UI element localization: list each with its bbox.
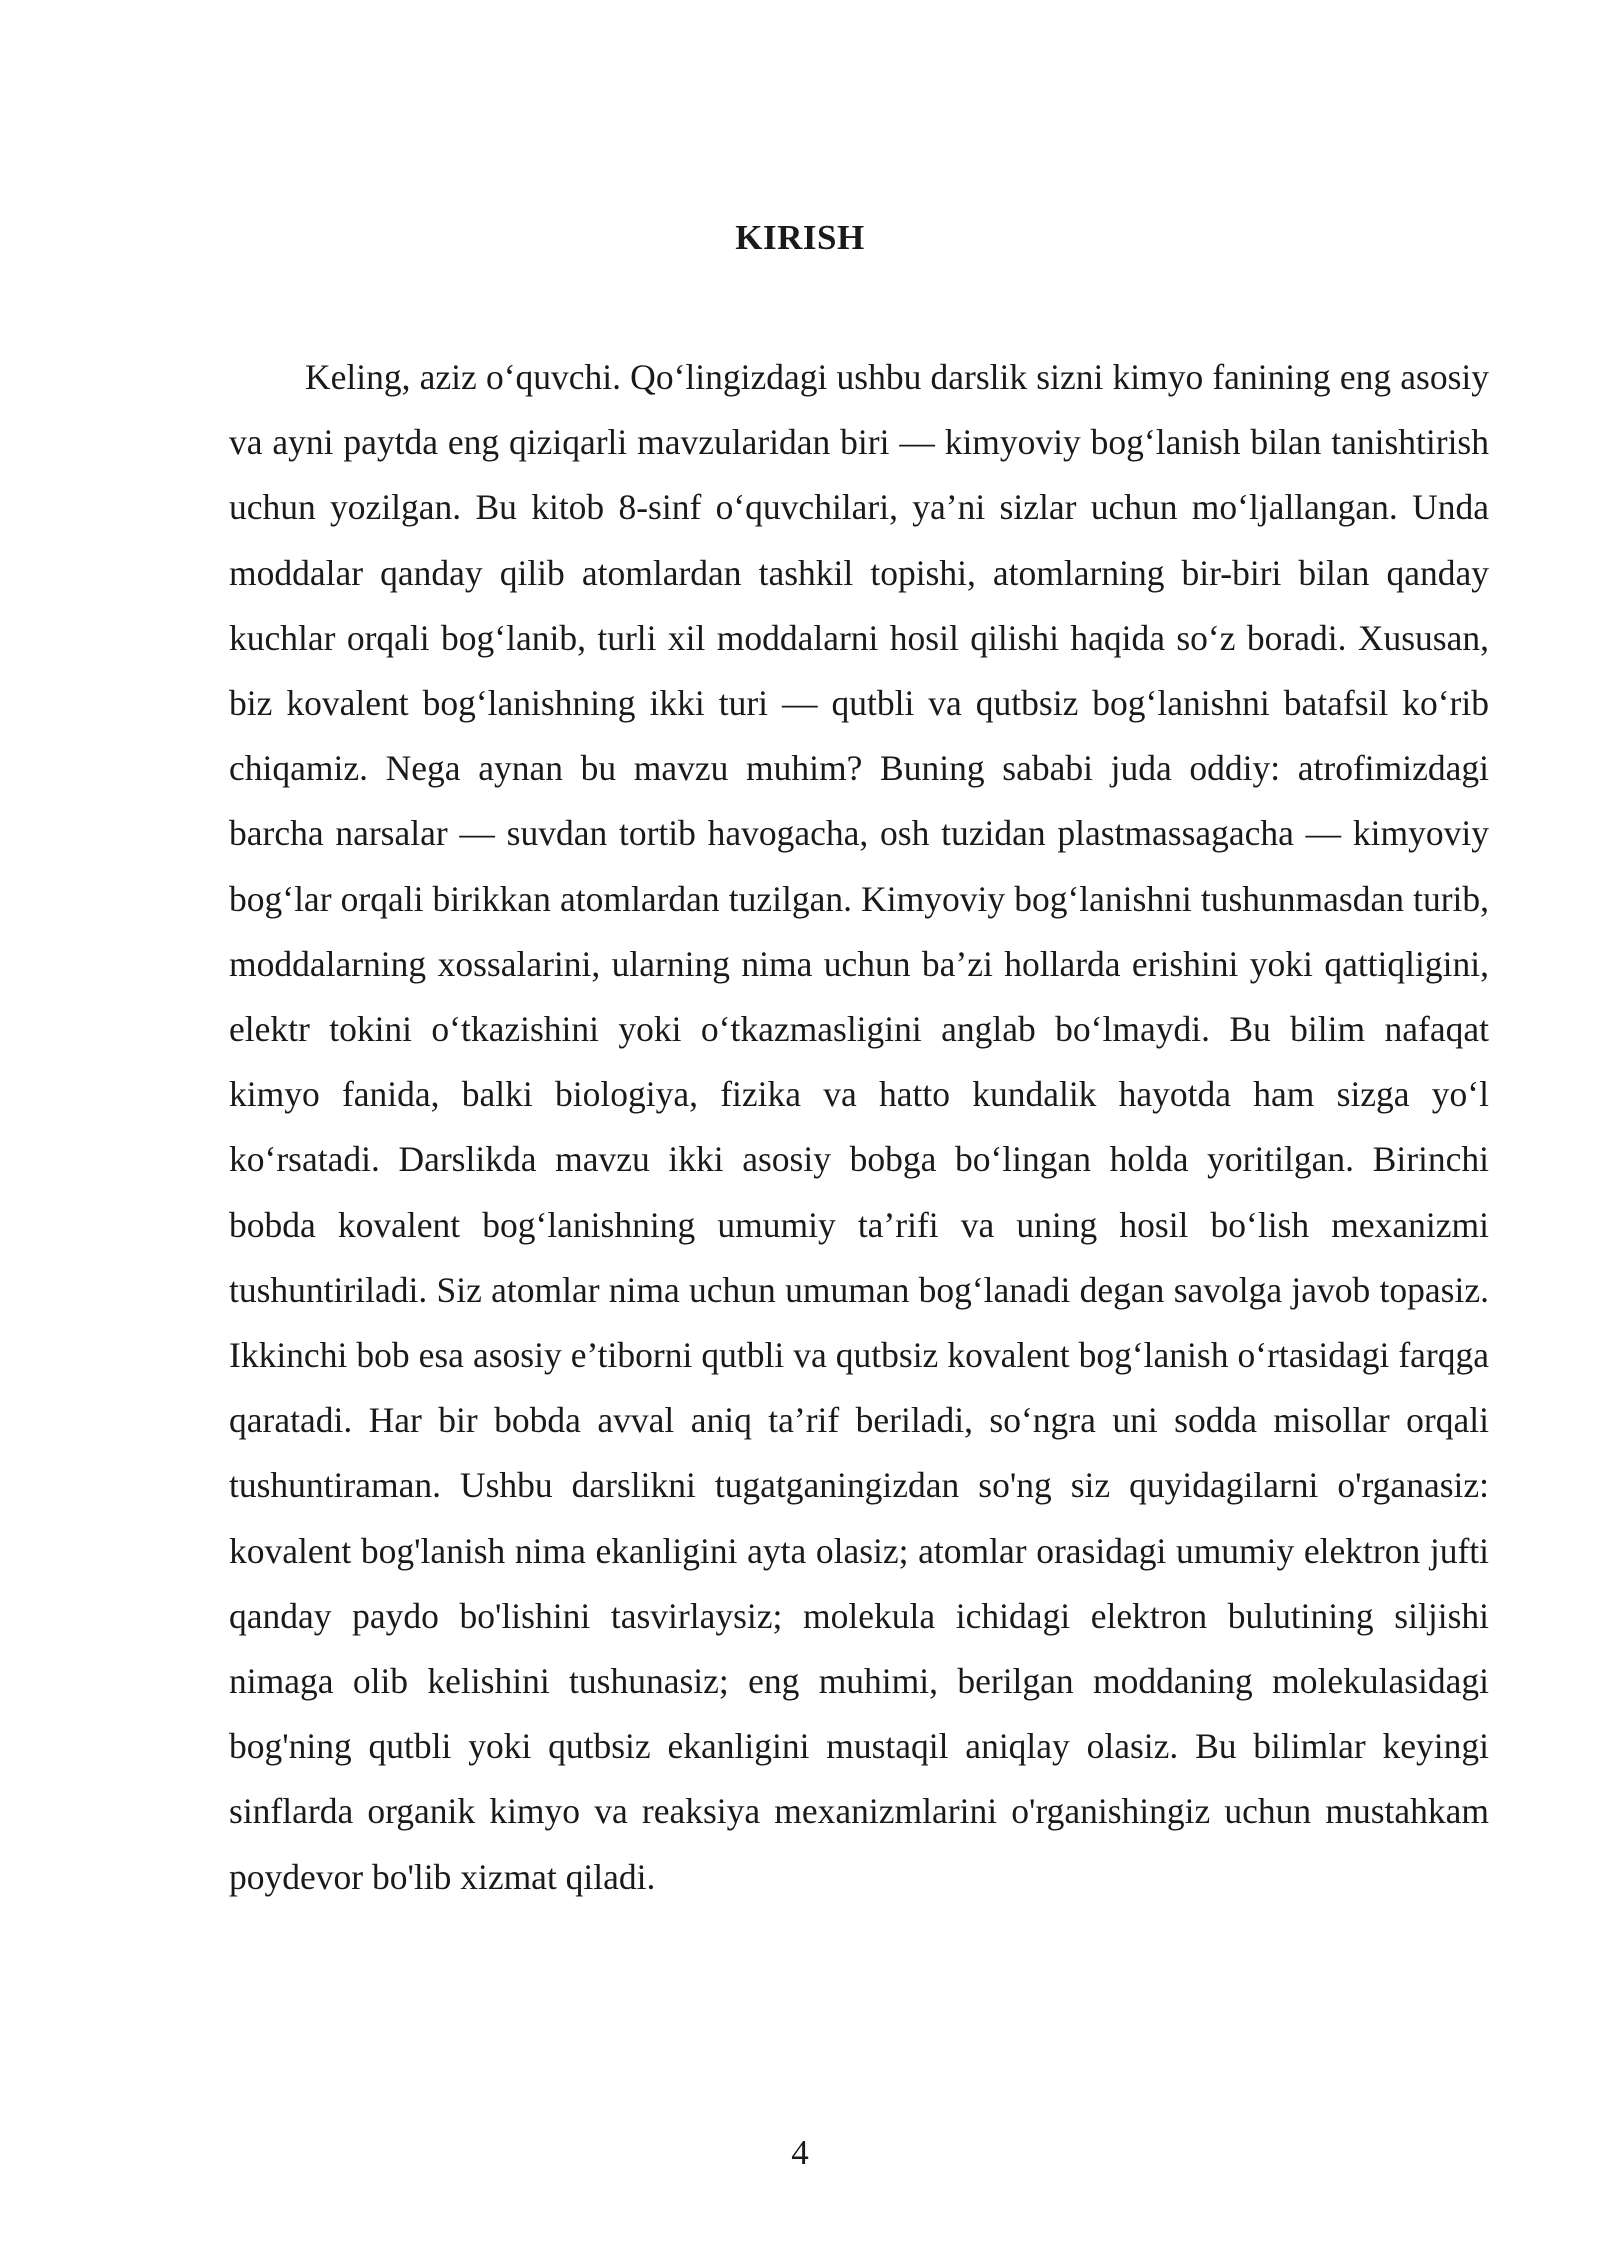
body-paragraph: Keling, aziz o‘quvchi. Qo‘lingizdagi ushbu darslik sizni kimyo fanining eng asosiy va ayni paytda eng qiziqarli mavzularidan biri — kimyoviy bog‘lanish bilan tanishtirish uchun yozilgan. Bu kitob 8-sinf o‘quvchilari, ya’ni sizlar uchun mo‘ljallangan. Unda moddalar qanday qilib atomlardan tashkil topishi, atomlarning bir-biri bilan qanday kuchlar orqali bog‘lanib, turli xil moddalarni hosil qilishi haqida so‘z boradi. Xususan, biz kovalent bog‘lanishning ikki turi — qutbli va qutbsiz bog‘lanishni batafsil ko‘rib chiqamiz. Nega aynan bu mavzu muhim? Buning sababi juda oddiy: atrofimizdagi barcha narsalar — suvdan tortib havogacha, osh tuzidan plastmassagacha — kimyoviy bog‘lar orqali birikkan atomlardan tuzilgan. Kimyoviy bog‘lanishni tushunmasdan turib, moddalarning xossalarini, ularning nima uchun ba’zi hollarda erishini yoki qattiqligini, elektr tokini o‘tkazishini yoki o‘tkazmasligini anglab bo‘lmaydi. Bu bilim nafaqat kimyo fanida, balki biologiya, fizika va hatto kundalik hayotda ham sizga yo‘l ko‘rsatadi. Darslikda mavzu ikki asosiy bobga bo‘lingan holda yoritilgan. Birinchi bobda kovalent bog‘lanishning umumiy ta’rifi va uning hosil bo‘lish mexanizmi tushuntiriladi. Siz atomlar nima uchun umuman bog‘lanadi degan savolga javob topasiz. Ikkinchi bob esa asosiy e’tiborni qutbli va qutbsiz kovalent bog‘lanish o‘rtasidagi farqga qaratadi. Har bir bobda avval aniq ta’rif beriladi, so‘ngra uni sodda misollar orqali tushuntiraman. Ushbu darslikni tugatganingizdan so'ng siz quyidagilarni o'rganasiz: kovalent bog'lanish nima ekanligini ayta olasiz; atomlar orasidagi umumiy elektron jufti qanday paydo bo'lishini tasvirlaysiz; molekula ichidagi elektron bulutining siljishi nimaga olib kelishini tushunasiz; eng muhimi, berilgan moddaning molekulasidagi bog'ning qutbli yoki qutbsiz ekanligini mustaqil aniqlay olasiz. Bu bilimlar keyingi sinflarda organik kimyo va reaksiya mexanizmlarini o'rganishingiz uchun mustahkam poydevor bo'lib xizmat qiladi. xyxy=(229,357,1489,1897)
page-number: 4 xyxy=(791,2133,809,2172)
section-title: KIRISH xyxy=(735,218,865,257)
